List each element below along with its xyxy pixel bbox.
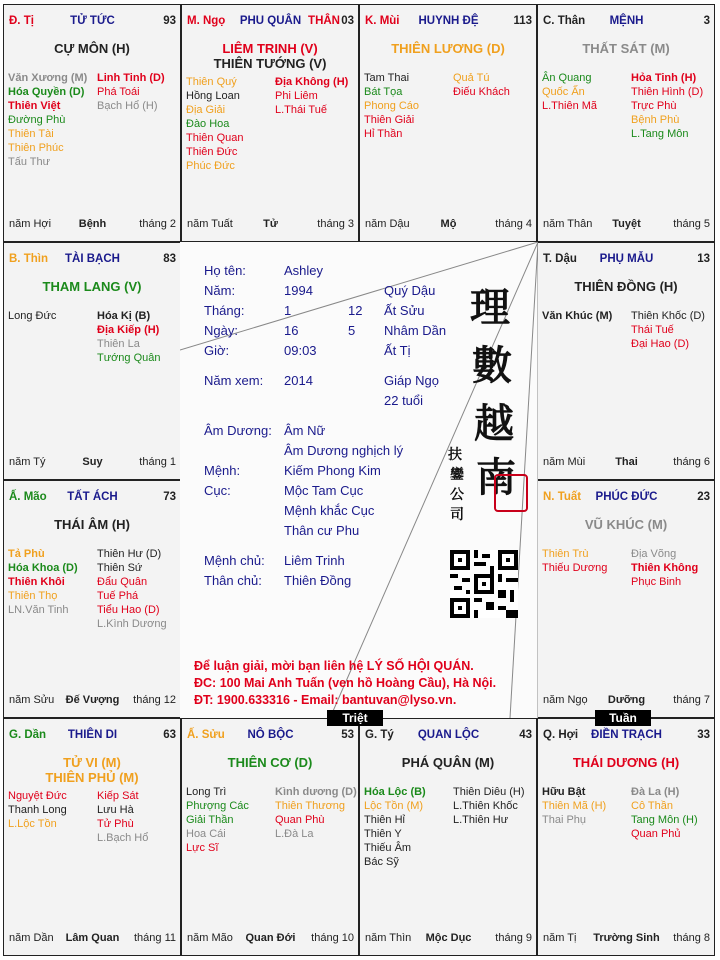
month-label: tháng 6 (673, 456, 710, 468)
palace-header (9, 15, 176, 31)
minor-star: Bác Sỹ (364, 856, 399, 868)
minor-star: Cô Thần (631, 800, 673, 812)
palace-header (365, 729, 532, 745)
month-label: tháng 1 (139, 456, 176, 468)
minor-star: Địa Giải (186, 104, 226, 116)
palace-footer (9, 456, 176, 470)
palace-name: PHÚC ĐỨC (595, 491, 658, 503)
year-branch: năm Dậu (365, 218, 410, 230)
contact-line-2: ĐC: 100 Mai Anh Tuấn (ven hồ Hoàng Cầu), Hà Nội. (194, 676, 497, 690)
tuan-tag: Tuần (595, 710, 651, 726)
palace-ngo[interactable] (181, 4, 359, 242)
main-star: VŨ KHÚC (M) (584, 517, 668, 532)
life-phase: Tuyệt (612, 218, 641, 230)
year-value: 1994 (284, 283, 313, 298)
life-phase: Suy (82, 456, 103, 468)
branch-label: N. Tuất (543, 491, 582, 503)
palace-number: 33 (697, 729, 710, 741)
year-branch: năm Hợi (9, 218, 52, 230)
name-label: Họ tên: (204, 263, 246, 278)
minor-star: Quan Phù (275, 814, 325, 826)
cuc-value-2: Mệnh khắc Cục (284, 503, 375, 518)
life-phase: Mộ (440, 218, 457, 230)
main-star: PHÁ QUÂN (M) (401, 755, 495, 770)
minor-star: L.Lộc Tồn (8, 818, 57, 830)
minor-star: Thiên Việt (8, 100, 61, 112)
minor-star: Phi Liêm (275, 90, 318, 102)
minor-star: Thiên Hư (D) (97, 548, 162, 560)
minor-star: Hóa Kị (B) (97, 310, 151, 322)
palace-name: PHU QUÂN (239, 15, 302, 27)
minor-star: Điếu Khách (453, 86, 510, 98)
main-star: TỬ VI (M) (63, 755, 121, 770)
minor-star: Thiếu Âm (364, 842, 412, 854)
minor-star: Kiếp Sát (97, 790, 139, 802)
minor-star: L.Thiên Mã (542, 100, 598, 112)
minor-star: Kình dương (D) (275, 786, 357, 798)
hour-label: Giờ: (204, 343, 230, 358)
calligraphy-char-1: 理 (470, 284, 510, 331)
month-solar: 1 (284, 303, 292, 318)
year-branch: năm Tị (543, 932, 577, 944)
palace-name: PHỤ MẪU (599, 253, 654, 265)
minor-star: Thiên La (97, 338, 140, 350)
minor-star: Tiểu Hao (D) (97, 604, 160, 616)
minor-star: Đại Hao (D) (631, 338, 690, 350)
year-branch: năm Ngọ (543, 694, 588, 706)
palace-name: NÔ BỘC (247, 729, 294, 741)
minor-star: Địa Võng (631, 548, 677, 560)
minor-star: Bạch Hổ (H) (97, 100, 158, 112)
minor-star: Phong Cáo (364, 100, 420, 112)
minor-star: Phục Binh (631, 576, 682, 588)
than-chu-value: Thiên Đồng (284, 573, 352, 588)
month-label: tháng 8 (673, 932, 710, 944)
day-solar: 16 (284, 323, 299, 338)
minor-star: Lưu Hà (97, 804, 134, 816)
life-phase: Lâm Quan (65, 932, 120, 944)
palace-number: 113 (513, 15, 532, 27)
cuc-value-1: Mộc Tam Cục (284, 483, 364, 498)
palace-number: 13 (697, 253, 710, 265)
calligraphy-small-4: 司 (450, 507, 464, 523)
minor-star: Hỉ Thần (364, 128, 403, 140)
minor-star: Long Trì (186, 786, 227, 798)
palace-number: 83 (163, 253, 176, 265)
palace-footer (365, 218, 532, 232)
palace-header (9, 253, 176, 269)
minor-star: Linh Tinh (D) (97, 72, 165, 84)
life-phase: Bệnh (78, 218, 107, 230)
minor-star: Tuế Phá (97, 590, 139, 602)
palace-header (9, 729, 176, 745)
view-year-label: Năm xem: (204, 373, 264, 388)
minor-star: Thiên Khốc (D) (631, 310, 705, 322)
palace-number: 43 (519, 729, 532, 741)
minor-star: L.Thiên Khốc (453, 800, 518, 812)
minor-star: Thiên Hỉ (364, 814, 405, 826)
minor-star: Thiên Trù (542, 548, 589, 560)
main-star: THÁI DƯƠNG (H) (572, 755, 680, 770)
palace-number: 73 (163, 491, 176, 503)
menh-chu-label: Mệnh chủ: (204, 553, 265, 568)
minor-star: Giải Thần (186, 814, 234, 826)
minor-star: Tang Môn (H) (631, 814, 698, 826)
minor-star: Tử Phù (97, 818, 134, 830)
month-label: tháng 10 (311, 932, 354, 944)
view-year-value: 2014 (284, 373, 313, 388)
year-branch: năm Thân (543, 218, 593, 230)
life-phase: Quan Đới (245, 932, 296, 944)
palace-header (187, 15, 354, 31)
minor-star: Hóa Lộc (B) (364, 786, 426, 798)
palace-footer (187, 218, 354, 232)
branch-label: Ấ. Sửu (187, 729, 225, 741)
red-seal-stamp (494, 474, 528, 512)
branch-label: B. Thìn (9, 253, 48, 265)
minor-star: Đào Hoa (186, 118, 230, 130)
minor-star: Đường Phù (8, 114, 66, 126)
month-label: tháng 2 (139, 218, 176, 230)
palace-number: 53 (341, 729, 354, 741)
palace-name: TẤT ÁCH (67, 491, 118, 503)
minor-star: Hữu Bật (542, 786, 586, 798)
year-branch: năm Dần (9, 932, 54, 944)
than-chu-label: Thân chủ: (204, 573, 262, 588)
minor-star: Thiên Thương (275, 800, 346, 812)
hour-value: 09:03 (284, 343, 317, 358)
palace-footer (9, 694, 176, 708)
contact-line-1: Để luận giải, mời bạn liên hệ LÝ SỐ HỘI QUÁN. (194, 659, 474, 673)
month-label: tháng 7 (673, 694, 710, 706)
triet-tag: Triệt (327, 710, 383, 726)
calligraphy-char-3: 越 (474, 400, 514, 447)
minor-star: Trực Phù (631, 100, 677, 112)
minor-star: Thiên Phúc (8, 142, 64, 154)
minor-star: Nguyệt Đức (8, 790, 67, 802)
palace-header (543, 253, 710, 269)
palace-dan[interactable] (3, 718, 181, 956)
minor-star: Thái Tuế (631, 324, 674, 336)
minor-star: Thiên Thọ (8, 590, 58, 602)
palace-number: 03 (341, 15, 354, 27)
minor-star: Thiên Sứ (97, 562, 143, 574)
year-branch: năm Thìn (365, 932, 412, 944)
minor-star: Hóa Quyền (D) (8, 86, 85, 98)
month-lunar: 12 (348, 303, 363, 318)
palace-footer (543, 694, 710, 708)
palace-than[interactable] (537, 4, 715, 242)
palace-name: TỬ TỨC (70, 15, 115, 27)
contact-line-3: ĐT: 1900.633316 - Email: bantuvan@lyso.vn. (194, 693, 457, 707)
minor-star: Long Đức (8, 310, 57, 322)
palace-name: TÀI BẠCH (65, 253, 120, 265)
main-star: THIÊN PHỦ (M) (45, 770, 139, 785)
year-label: Năm: (204, 283, 236, 298)
palace-footer (543, 932, 710, 946)
month-label: tháng 4 (495, 218, 532, 230)
month-label: tháng 11 (133, 932, 176, 944)
palace-header (543, 729, 710, 745)
minor-star: Hồng Loan (186, 90, 240, 102)
branch-label: C. Thân (543, 15, 586, 27)
minor-star: Văn Xương (M) (8, 72, 88, 84)
branch-label: Q. Hợi (543, 729, 579, 741)
minor-star: Thiên Mã (H) (542, 800, 607, 812)
palace-dau[interactable] (537, 242, 715, 480)
branch-label: Đ. Tị (9, 15, 34, 27)
minor-star: L.Thái Tuế (275, 104, 327, 116)
palace-header (187, 729, 354, 745)
year-branch: năm Mùi (543, 456, 586, 468)
minor-star: Hỏa Tinh (H) (631, 72, 697, 84)
main-star: THIÊN ĐỒNG (H) (574, 279, 678, 294)
minor-star: LN.Văn Tinh (8, 604, 69, 616)
minor-star: Địa Không (H) (275, 76, 349, 88)
minor-star: Bát Tọa (364, 86, 403, 98)
palace-header (543, 491, 710, 507)
minor-star: Quốc Ấn (542, 86, 585, 98)
life-phase: Trường Sinh (593, 932, 660, 944)
palace-suu[interactable] (181, 718, 359, 956)
palace-number: 63 (163, 729, 176, 741)
day-label: Ngày: (204, 323, 238, 338)
year-branch: năm Tý (9, 456, 46, 468)
minor-star: Thanh Long (8, 804, 67, 816)
minor-star: Thiên Quan (186, 132, 244, 144)
hour-can: Ất Tị (384, 343, 411, 358)
month-label: tháng 12 (133, 694, 176, 706)
minor-star: Đà La (H) (631, 786, 680, 798)
minor-star: Thiên Khôi (8, 576, 65, 588)
minor-star: Hoa Cái (186, 828, 226, 840)
view-year-can: Giáp Ngọ (384, 373, 439, 388)
palace-ti[interactable] (3, 4, 181, 242)
menh-value: Kiếm Phong Kim (284, 463, 381, 478)
main-star: THẤT SÁT (M) (582, 41, 670, 56)
calligraphy-char-2: 數 (472, 342, 512, 389)
minor-star: Tướng Quân (97, 352, 161, 364)
main-star: THIÊN CƠ (D) (227, 755, 313, 770)
palace-number: 3 (703, 15, 710, 27)
age-value: 22 tuổi (384, 393, 424, 408)
main-star: THÁI ÂM (H) (54, 517, 130, 532)
branch-label: G. Dần (9, 729, 47, 741)
year-branch: năm Tuất (187, 218, 233, 230)
minor-star: Thiếu Dương (542, 562, 608, 574)
day-lunar: 5 (348, 323, 356, 338)
life-phase: Dưỡng (607, 694, 646, 706)
palace-mao[interactable] (3, 480, 181, 718)
amduong-value-2: Âm Dương nghịch lý (284, 443, 404, 458)
month-label: tháng 5 (673, 218, 710, 230)
calligraphy-small-2: 鑾 (450, 467, 464, 483)
amduong-label: Âm Dương: (204, 423, 272, 438)
minor-star: Tấu Thư (8, 156, 51, 168)
palace-header (365, 15, 532, 31)
palace-tuat[interactable] (537, 480, 715, 718)
branch-label: Ấ. Mão (9, 491, 47, 503)
minor-star: Thiên Không (631, 562, 699, 574)
palace-mui[interactable] (359, 4, 537, 242)
minor-star: Quan Phủ (631, 828, 681, 840)
branch-label: G. Tý (365, 729, 394, 741)
minor-star: Văn Khúc (M) (542, 310, 613, 322)
main-star: CỰ MÔN (H) (54, 41, 130, 56)
calligraphy-char-4: 南 (476, 454, 516, 501)
palace-footer (9, 218, 176, 232)
minor-star: Lộc Tồn (M) (364, 800, 424, 812)
minor-star: Thiên Giải (364, 114, 415, 126)
branch-label: M. Ngọ (187, 15, 226, 27)
minor-star: Lực Sĩ (186, 842, 219, 854)
main-star: THAM LANG (V) (42, 279, 142, 294)
name-value: Ashley (284, 263, 324, 278)
minor-star: Thiên Tài (8, 128, 54, 140)
cuc-label: Cục: (204, 483, 231, 498)
day-can: Nhâm Dần (384, 323, 447, 338)
palace-footer (543, 456, 710, 470)
month-can: Ất Sửu (384, 303, 425, 318)
palace-header (543, 15, 710, 31)
palace-name: HUYNH ĐỆ (418, 15, 479, 27)
main-star: LIÊM TRINH (V) (222, 41, 318, 56)
branch-label: T. Dậu (543, 253, 577, 265)
main-star: THIÊN LƯƠNG (D) (391, 41, 505, 56)
minor-star: L.Kình Dương (97, 618, 167, 630)
palace-header (9, 491, 176, 507)
palace-number: 23 (697, 491, 710, 503)
main-star: THIÊN TƯỚNG (V) (213, 56, 327, 71)
center-info-panel (180, 242, 538, 718)
minor-star: Tả Phù (8, 548, 45, 560)
minor-star: L.Tang Môn (631, 128, 689, 140)
month-label: Tháng: (204, 303, 245, 318)
life-phase: Mộc Dục (425, 932, 472, 944)
palace-footer (365, 932, 532, 946)
minor-star: Địa Kiếp (H) (97, 324, 160, 336)
minor-star: Đẩu Quân (97, 576, 148, 588)
palace-number: 93 (163, 15, 176, 27)
minor-star: Bệnh Phù (631, 114, 680, 126)
minor-star: Thiên Y (364, 828, 402, 840)
palace-footer (9, 932, 176, 946)
minor-star: Phượng Các (186, 800, 249, 812)
palace-name: QUAN LỘC (417, 729, 480, 741)
life-phase: Đế Vượng (65, 694, 120, 706)
palace-footer (187, 932, 354, 946)
month-label: tháng 3 (317, 218, 354, 230)
year-branch: năm Sửu (9, 694, 55, 706)
year-branch: năm Mão (187, 932, 233, 944)
menh-label: Mệnh: (204, 463, 241, 478)
minor-star: Thiên Hình (D) (631, 86, 704, 98)
calligraphy-small-3: 公 (450, 487, 464, 503)
cuc-value-3: Thân cư Phu (284, 523, 360, 538)
branch-label: K. Mùi (365, 15, 400, 27)
minor-star: L.Đà La (275, 828, 314, 840)
minor-star: Thiên Diêu (H) (453, 786, 525, 798)
minor-star: Ân Quang (542, 72, 592, 84)
calligraphy-small-1: 扶 (448, 447, 462, 463)
palace-name: THIÊN DI (67, 729, 118, 741)
than-marker: THÂN (308, 15, 340, 27)
minor-star: Thai Phụ (542, 814, 587, 826)
minor-star: Quả Tú (453, 72, 490, 84)
minor-star: Thiên Đức (186, 146, 238, 158)
minor-star: Phúc Đức (186, 160, 235, 172)
year-can: Quý Dậu (384, 283, 436, 298)
minor-star: Tam Thai (364, 72, 410, 84)
minor-star: Hóa Khoa (D) (8, 562, 78, 574)
minor-star: L.Thiên Hư (453, 814, 509, 826)
life-phase: Tử (263, 218, 278, 230)
minor-star: Thiên Quý (186, 76, 237, 88)
month-label: tháng 9 (495, 932, 532, 944)
palace-thin[interactable] (3, 242, 181, 480)
qr-code[interactable] (450, 550, 518, 618)
palace-ty[interactable] (359, 718, 537, 956)
menh-chu-value: Liêm Trinh (284, 553, 345, 568)
minor-star: Phá Toái (97, 86, 140, 98)
palace-name: ĐIỀN TRẠCH (591, 729, 662, 741)
amduong-value-1: Âm Nữ (284, 423, 326, 438)
life-phase: Thai (615, 456, 638, 468)
palace-footer (543, 218, 710, 232)
minor-star: L.Bạch Hổ (97, 832, 149, 844)
palace-hoi[interactable] (537, 718, 715, 956)
palace-name: MỆNH (609, 15, 644, 27)
